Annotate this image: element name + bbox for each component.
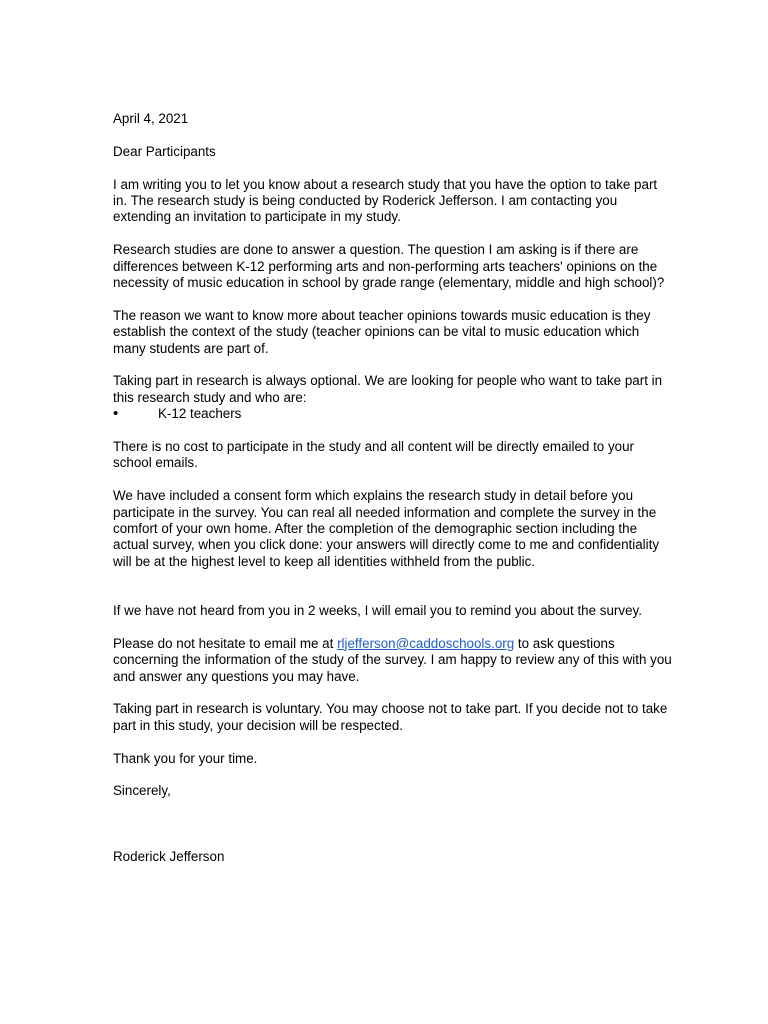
research-question-paragraph: Research studies are done to answer a question. The question I am asking is if there are differences between K-12 performing arts and non-performing arts teachers' opinions on the necessity of music education in school by grade range (elementary, middle and high school)?: [113, 242, 665, 291]
contact-paragraph: [113, 636, 673, 685]
intro-paragraph: I am writing you to let you know about a research study that you have the option to take part in. The research study is being conducted by Roderick Jefferson. I am contacting you extending an invitation to participate in my study.: [113, 176, 658, 225]
signature-name: Roderick Jefferson: [113, 848, 225, 864]
reminder-paragraph: If we have not heard from you in 2 weeks, I will email you to remind you about the survey.: [113, 603, 642, 619]
closing-line: Sincerely,: [113, 783, 171, 799]
letter-page: [113, 111, 673, 882]
letter-date: April 4, 2021: [113, 111, 189, 126]
criteria-list: [113, 406, 673, 422]
criteria-intro-paragraph: Taking part in research is always optional. We are looking for people who want to take part in this research study and who are:: [113, 373, 663, 405]
consent-paragraph: We have included a consent form which explains the research study in detail before you participate in the survey. You can real all needed information and complete the survey in the comfort of your own home. After the completion of the demographic section including the actual survey, when you click done: your answers will directly come to me and confidentiality will be at the highest level to keep all identities withheld from the public.: [113, 488, 660, 569]
bullet-icon: •: [113, 405, 119, 423]
contact-email-link[interactable]: rljefferson@caddoschools.org: [337, 635, 515, 651]
letter-salutation: Dear Participants: [113, 143, 216, 159]
criteria-item-label: K-12 teachers: [158, 406, 242, 422]
contact-text-after: to ask questions concerning the information of the study of the survey. I am happy to review any of this with you and answer any questions you may have.: [113, 635, 672, 684]
cost-paragraph: There is no cost to participate in the study and all content will be directly emailed to your school emails.: [113, 439, 635, 471]
voluntary-paragraph: Taking part in research is voluntary. You may choose not to take part. If you decide not to take part in this study, your decision will be respected.: [113, 701, 668, 733]
contact-text-before: Please do not hesitate to email me at: [113, 635, 338, 651]
thanks-paragraph: Thank you for your time.: [113, 750, 258, 766]
criteria-list-item: [113, 406, 673, 422]
reason-paragraph: The reason we want to know more about teacher opinions towards music education is they establish the context of the study (teacher opinions can be vital to music education which many students are part of.: [113, 307, 651, 356]
